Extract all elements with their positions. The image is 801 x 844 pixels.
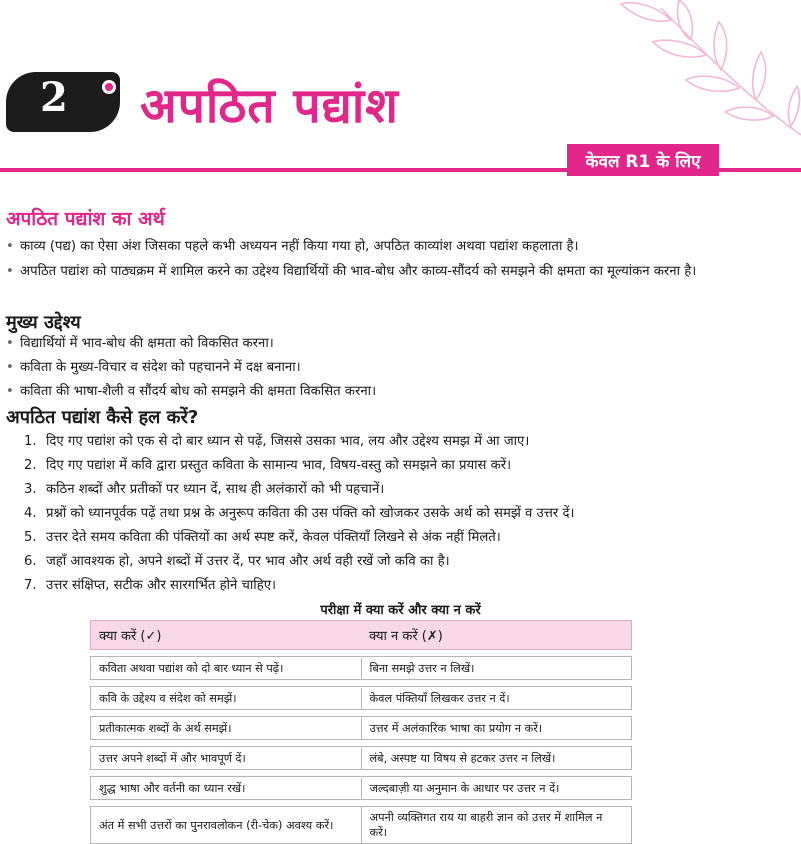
table-cell: कविता अथवा पद्यांश को दो बार ध्यान से पढ़ें। [99,661,284,675]
table-row [90,746,632,770]
list-item: • अपठित पद्यांश को पाठ्यक्रम में शामिल करने का उद्देश्य विद्यार्थियों की भाव-बोध और काव्य-सौंदर्य को समझने की क्षमता का मूल्यांकन करना है। [6,261,796,283]
step-text: प्रश्नों को ध्यानपूर्वक पढ़ें तथा प्रश्न के अनुरूप कविता की उस पंक्ति को खोजकर उसके अर्थ को समझें व उत्तर दें। [46,506,575,521]
table-cell: उत्तर में अलंकारिक भाषा का प्रयोग न करें। [361,718,632,739]
chapter-number: 2 [40,74,68,121]
step-text: दिए गए पद्यांश को एक से दो बार ध्यान से पढ़ें, जिससे उसका भाव, लय और उद्देश्य समझ में आ जाए। [46,434,530,449]
decorative-leaf-icon [601,0,801,150]
step-number: 2. [24,458,37,473]
badge-dot-icon [102,80,116,94]
section-heading-meaning: अपठित पद्यांश का अर्थ [6,208,165,230]
step-number: 6. [24,554,37,569]
step-number: 1. [24,434,37,449]
list-item [24,455,794,477]
section-heading-objectives: मुख्य उद्देश्य [6,312,81,333]
list-item: • कविता के मुख्य-विचार व संदेश को पहचानने में दक्ष बनाना। [6,357,796,379]
list-item [24,431,794,453]
step-number: 4. [24,506,37,521]
step-text: दिए गए पद्यांश में कवि द्वारा प्रस्तुत कविता के सामान्य भाव, विषय-वस्तु को समझने का प्रयास करें। [46,458,512,473]
dos-donts-table [90,620,632,844]
table-title: परीक्षा में क्या करें और क्या न करें [320,603,481,618]
chapter-title: अपठित पद्यांश [140,78,399,134]
list-item [24,503,794,525]
step-number: 5. [24,530,37,545]
list-item [24,479,794,501]
table-row [90,776,632,800]
step-text: उत्तर संक्षिप्त, सटीक और सारगर्भित होने चाहिए। [46,578,277,593]
list-item [24,527,794,549]
chapter-badge [6,72,120,132]
list-item: • कविता की भाषा-शैली व सौंदर्य बोध को समझने की क्षमता विकसित करना। [6,381,796,403]
step-number: 3. [24,482,37,497]
section-heading-howto: अपठित पद्यांश कैसे हल करें? [6,407,199,428]
table-cell: जल्दबाज़ी या अनुमान के आधार पर उत्तर न दें। [361,778,632,799]
step-text: उत्तर देते समय कविता की पंक्तियों का अर्थ स्पष्ट करें, केवल पंक्तियाँ लिखने से अंक नहीं मिलते। [46,530,501,545]
table-cell: अंत में सभी उत्तरों का पुनरावलोकन (री-चेक) अवश्य करें। [99,818,334,832]
column-header-dont: क्या न करें (✗) [369,629,443,644]
list-item [24,575,794,597]
table-row [90,686,632,710]
column-header-do: क्या करें (✓) [99,629,162,644]
level-tag: केवल R1 के लिए [567,144,719,176]
table-cell: बिना समझे उत्तर न लिखें। [361,658,632,679]
table-cell: उत्तर अपने शब्दों में और भावपूर्ण दें। [99,751,246,765]
table-cell: अपनी व्यक्तिगत राय या बाहरी ज्ञान को उत्तर में शामिल न करें। [361,807,632,843]
table-header [90,620,632,650]
table-cell: प्रतीकात्मक शब्दों के अर्थ समझें। [99,721,232,735]
table-row [90,716,632,740]
table-cell: केवल पंक्तियाँ लिखकर उत्तर न दें। [361,688,632,709]
list-item: • काव्य (पद्य) का ऐसा अंश जिसका पहले कभी अध्ययन नहीं किया गया हो, अपठित काव्यांश अथवा पद्यांश कहलाता है। [6,236,796,258]
step-number: 7. [24,578,37,593]
table-row [90,806,632,844]
table-cell: शुद्ध भाषा और वर्तनी का ध्यान रखें। [99,781,246,795]
table-cell: लंबे, अस्पष्ट या विषय से हटकर उत्तर न लिखें। [361,748,632,769]
step-text: जहाँ आवश्यक हो, अपने शब्दों में उत्तर दें, पर भाव और अर्थ वही रखें जो कवि का है। [46,554,450,569]
list-item [24,551,794,573]
step-text: कठिन शब्दों और प्रतीकों पर ध्यान दें, साथ ही अलंकारों को भी पहचानें। [46,482,385,497]
table-row [90,656,632,680]
list-item: • विद्यार्थियों में भाव-बोध की क्षमता को विकसित करना। [6,333,796,355]
table-cell: कवि के उद्देश्य व संदेश को समझें। [99,691,237,705]
